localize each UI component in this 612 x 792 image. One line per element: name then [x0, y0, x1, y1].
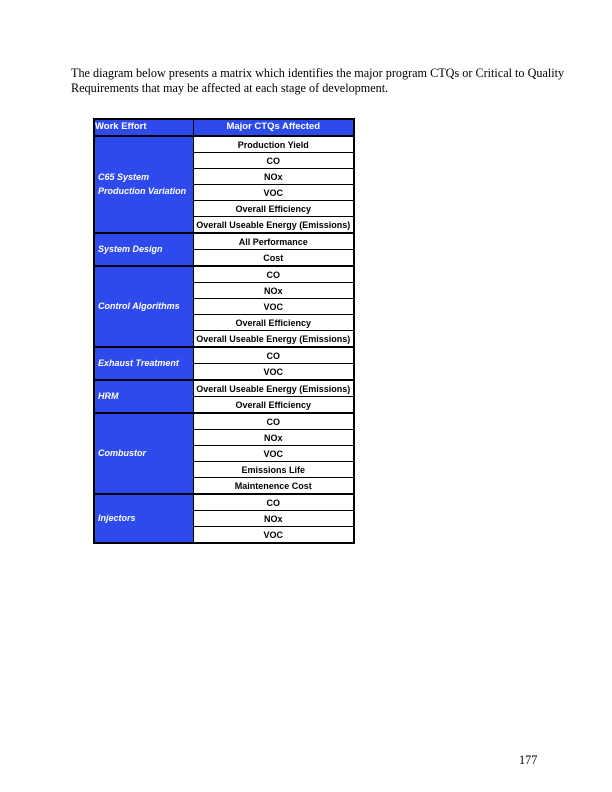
ctq-cell: Overall Useable Energy (Emissions)	[193, 331, 354, 348]
table-row	[94, 136, 354, 153]
ctq-cell: NOx	[193, 169, 354, 185]
ctq-cell: Overall Useable Energy (Emissions)	[193, 217, 354, 234]
intro-paragraph: The diagram below presents a matrix which identifies the major program CTQs or Critical to Quality Requirements that may be affected at each stage of development.	[71, 66, 565, 95]
ctq-cell: VOC	[193, 527, 354, 544]
ctq-cell: CO	[193, 413, 354, 430]
table-row	[94, 233, 354, 250]
ctq-cell: CO	[193, 494, 354, 511]
ctq-cell: Production Yield	[193, 136, 354, 153]
ctq-cell: CO	[193, 266, 354, 283]
ctq-cell: All Performance	[193, 233, 354, 250]
col-header-major-ctqs: Major CTQs Affected	[193, 119, 354, 136]
work-effort-cell: C65 System Production Variation	[94, 136, 193, 233]
table-header-row	[94, 119, 354, 136]
ctq-cell: CO	[193, 153, 354, 169]
ctq-cell: VOC	[193, 185, 354, 201]
table-row	[94, 347, 354, 364]
ctq-cell: VOC	[193, 299, 354, 315]
ctq-cell: CO	[193, 347, 354, 364]
ctq-cell: Overall Efficiency	[193, 315, 354, 331]
ctq-cell: Maintenence Cost	[193, 478, 354, 495]
table-body	[94, 136, 354, 543]
ctq-cell: Overall Efficiency	[193, 397, 354, 414]
page-number: 177	[519, 753, 538, 767]
ctq-cell: Emissions Life	[193, 462, 354, 478]
table-row	[94, 413, 354, 430]
work-effort-cell: Control Algorithms	[94, 266, 193, 347]
ctq-cell: Overall Useable Energy (Emissions)	[193, 380, 354, 397]
work-effort-cell: Exhaust Treatment	[94, 347, 193, 380]
table-row	[94, 266, 354, 283]
work-effort-cell: Injectors	[94, 494, 193, 543]
ctq-cell: NOx	[193, 430, 354, 446]
col-header-work-effort: Work Effort	[94, 119, 193, 136]
ctq-cell: NOx	[193, 511, 354, 527]
ctq-cell: Cost	[193, 250, 354, 267]
ctq-cell: VOC	[193, 446, 354, 462]
ctq-cell: NOx	[193, 283, 354, 299]
ctq-cell: Overall Efficiency	[193, 201, 354, 217]
ctq-cell: VOC	[193, 364, 354, 381]
table-row	[94, 380, 354, 397]
ctq-matrix-table	[93, 118, 355, 544]
work-effort-cell: Combustor	[94, 413, 193, 494]
table-row	[94, 494, 354, 511]
work-effort-cell: HRM	[94, 380, 193, 413]
work-effort-cell: System Design	[94, 233, 193, 266]
